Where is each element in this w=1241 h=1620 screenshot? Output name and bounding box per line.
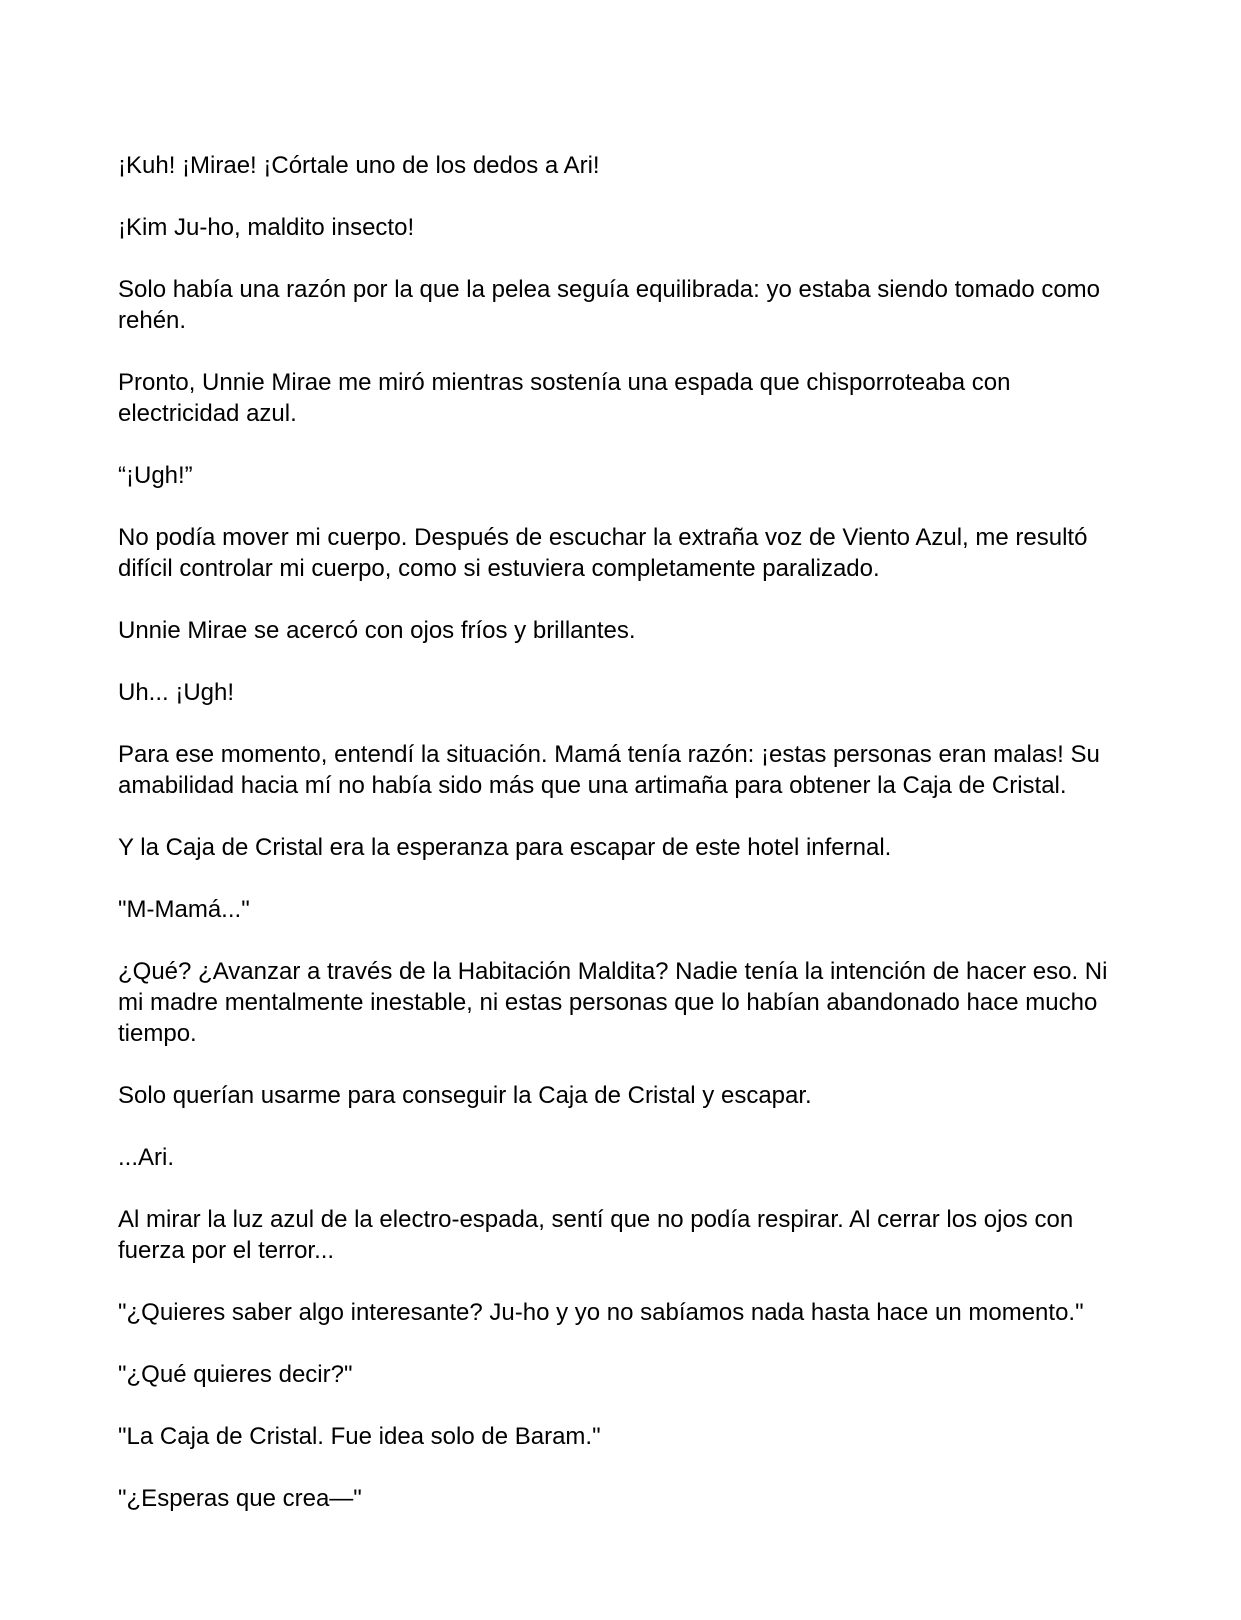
paragraph: "¿Esperas que crea—"	[118, 1485, 362, 1512]
paragraph: Y la Caja de Cristal era la esperanza para escapar de este hotel infernal.	[118, 834, 892, 861]
paragraph: Unnie Mirae se acercó con ojos fríos y brillantes.	[118, 617, 636, 644]
paragraph: "La Caja de Cristal. Fue idea solo de Baram."	[118, 1423, 601, 1450]
paragraph: "M-Mamá..."	[118, 896, 250, 923]
paragraph: Solo querían usarme para conseguir la Caja de Cristal y escapar.	[118, 1082, 812, 1109]
paragraph: "¿Quieres saber algo interesante? Ju-ho y yo no sabíamos nada hasta hace un momento."	[118, 1299, 1084, 1326]
paragraph: No podía mover mi cuerpo. Después de escuchar la extraña voz de Viento Azul, me resultó difícil controlar mi cuerpo, como si estuviera completamente paralizado.	[118, 524, 1088, 582]
paragraph: Uh... ¡Ugh!	[118, 679, 235, 706]
paragraph: Pronto, Unnie Mirae me miró mientras sostenía una espada que chisporroteaba con electricidad azul.	[118, 369, 1011, 427]
document-body	[118, 150, 1128, 1545]
paragraph: Al mirar la luz azul de la electro-espada, sentí que no podía respirar. Al cerrar los ojos con fuerza por el terror...	[118, 1206, 1074, 1264]
paragraph: ¡Kuh! ¡Mirae! ¡Córtale uno de los dedos a Ari!	[118, 152, 600, 179]
paragraph: “¡Ugh!”	[118, 462, 193, 489]
paragraph: ¿Qué? ¿Avanzar a través de la Habitación Maldita? Nadie tenía la intención de hacer eso. Ni mi madre mentalmente inestable, ni estas personas que lo habían abandonado hace mucho tiempo.	[118, 958, 1108, 1047]
paragraph: ...Ari.	[118, 1144, 175, 1171]
paragraph: Para ese momento, entendí la situación. Mamá tenía razón: ¡estas personas eran malas! Su amabilidad hacia mí no había sido más que una artimaña para obtener la Caja de Cristal.	[118, 741, 1100, 799]
paragraph: "¿Qué quieres decir?"	[118, 1361, 353, 1388]
paragraph: Solo había una razón por la que la pelea seguía equilibrada: yo estaba siendo tomado como rehén.	[118, 276, 1101, 334]
paragraph: ¡Kim Ju-ho, maldito insecto!	[118, 214, 415, 241]
